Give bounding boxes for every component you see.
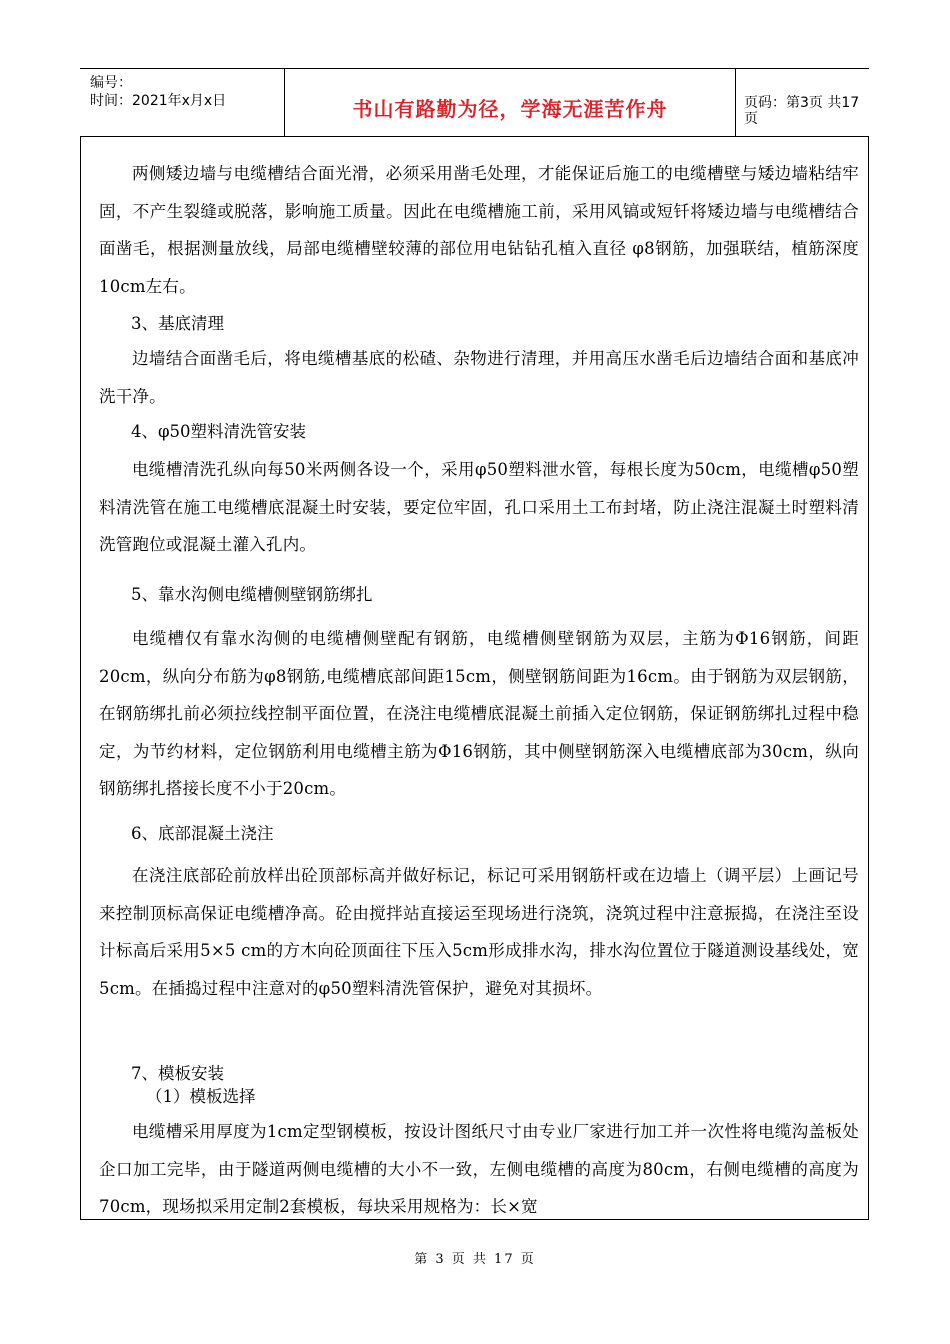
paragraph-cleaning-pipe: 电缆槽清洗孔纵向每50米两侧各设一个，采用φ50塑料泄水管，每根长度为50cm，电缆槽φ50塑料清洗管在施工电缆槽底混凝土时安装，要定位牢固，孔口采用土工布封堵，防止浇注混凝土时塑料清洗管跑位或混凝土灌入孔内。 xyxy=(99,460,859,554)
header-page-label: 页码：第3页 共17页 xyxy=(744,95,860,127)
section-heading-7: 7、模板安装 xyxy=(131,1064,224,1083)
paragraph-surface-roughening: 两侧矮边墙与电缆槽结合面光滑，必须采用凿毛处理，才能保证后施工的电缆槽壁与矮边墙粘结牢固，不产生裂缝或脱落，影响施工质量。因此在电缆槽施工前，采用风镐或短钎将矮边墙与电缆槽结合面凿毛，根据测量放线，局部电缆槽壁较薄的部位用电钻钻孔植入直径 φ8钢筋，加强联结，植筋深度10cm左右。 xyxy=(99,164,859,296)
header-motto-cell xyxy=(284,69,736,136)
paragraph-formwork-selection: 电缆槽采用厚度为1cm定型钢模板，按设计图纸尺寸由专业厂家进行加工并一次性将电缆沟盖板处企口加工完毕，由于隧道两侧电缆槽的大小不一致，左侧电缆槽的高度为80cm，右侧电缆槽的高度为70cm，现场拟采用定制2套模板，每块采用规格为：长×宽 xyxy=(99,1122,859,1216)
header-page-cell xyxy=(736,69,869,136)
page-footer: 第 3 页 共 17 页 xyxy=(414,1252,536,1267)
paragraph-rebar-binding: 电缆槽仅有靠水沟侧的电缆槽侧壁配有钢筋，电缆槽侧壁钢筋为双层，主筋为Φ16钢筋，间距20cm，纵向分布筋为φ8钢筋,电缆槽底部间距15cm，侧壁钢筋间距为16cm。由于钢筋为双层钢筋，在钢筋绑扎前必须拉线控制平面位置，在浇注电缆槽底混凝土前插入定位钢筋，保证钢筋绑扎过程中稳定，为节约材料，定位钢筋利用电缆槽主筋为Φ16钢筋，其中侧壁钢筋深入电缆槽底部为30cm，纵向钢筋绑扎搭接长度不小于20cm。 xyxy=(99,629,859,798)
document-header xyxy=(80,68,869,137)
section-heading-6: 6、底部混凝土浇注 xyxy=(131,824,274,843)
subsection-heading-7-1: （1）模板选择 xyxy=(146,1087,256,1106)
header-motto: 书山有路勤为径，学海无涯苦作舟 xyxy=(352,97,668,121)
document-number-label: 编号： xyxy=(90,75,132,91)
document-date-label: 时间：2021年x月x日 xyxy=(90,93,227,109)
section-heading-4: 4、φ50塑料清洗管安装 xyxy=(131,422,307,441)
paragraph-base-cleaning: 边墙结合面凿毛后，将电缆槽基底的松碴、杂物进行清理，并用高压水凿毛后边墙结合面和基底冲洗干净。 xyxy=(99,349,859,406)
paragraph-concrete-pouring: 在浇注底部砼前放样出砼顶部标高并做好标记，标记可采用钢筋杆或在边墙上（调平层）上画记号来控制顶标高保证电缆槽净高。砼由搅拌站直接运至现场进行浇筑，浇筑过程中注意振捣，在浇注至设计标高后采用5×5 cm的方木向砼顶面往下压入5cm形成排水沟，排水沟位置位于隧道测设基线处，宽5cm。在插捣过程中注意对的φ50塑料清洗管保护，避免对其损坏。 xyxy=(99,866,859,998)
header-info-cell xyxy=(80,69,284,136)
section-heading-3: 3、基底清理 xyxy=(131,314,224,333)
section-heading-5: 5、靠水沟侧电缆槽侧壁钢筋绑扎 xyxy=(131,585,373,604)
